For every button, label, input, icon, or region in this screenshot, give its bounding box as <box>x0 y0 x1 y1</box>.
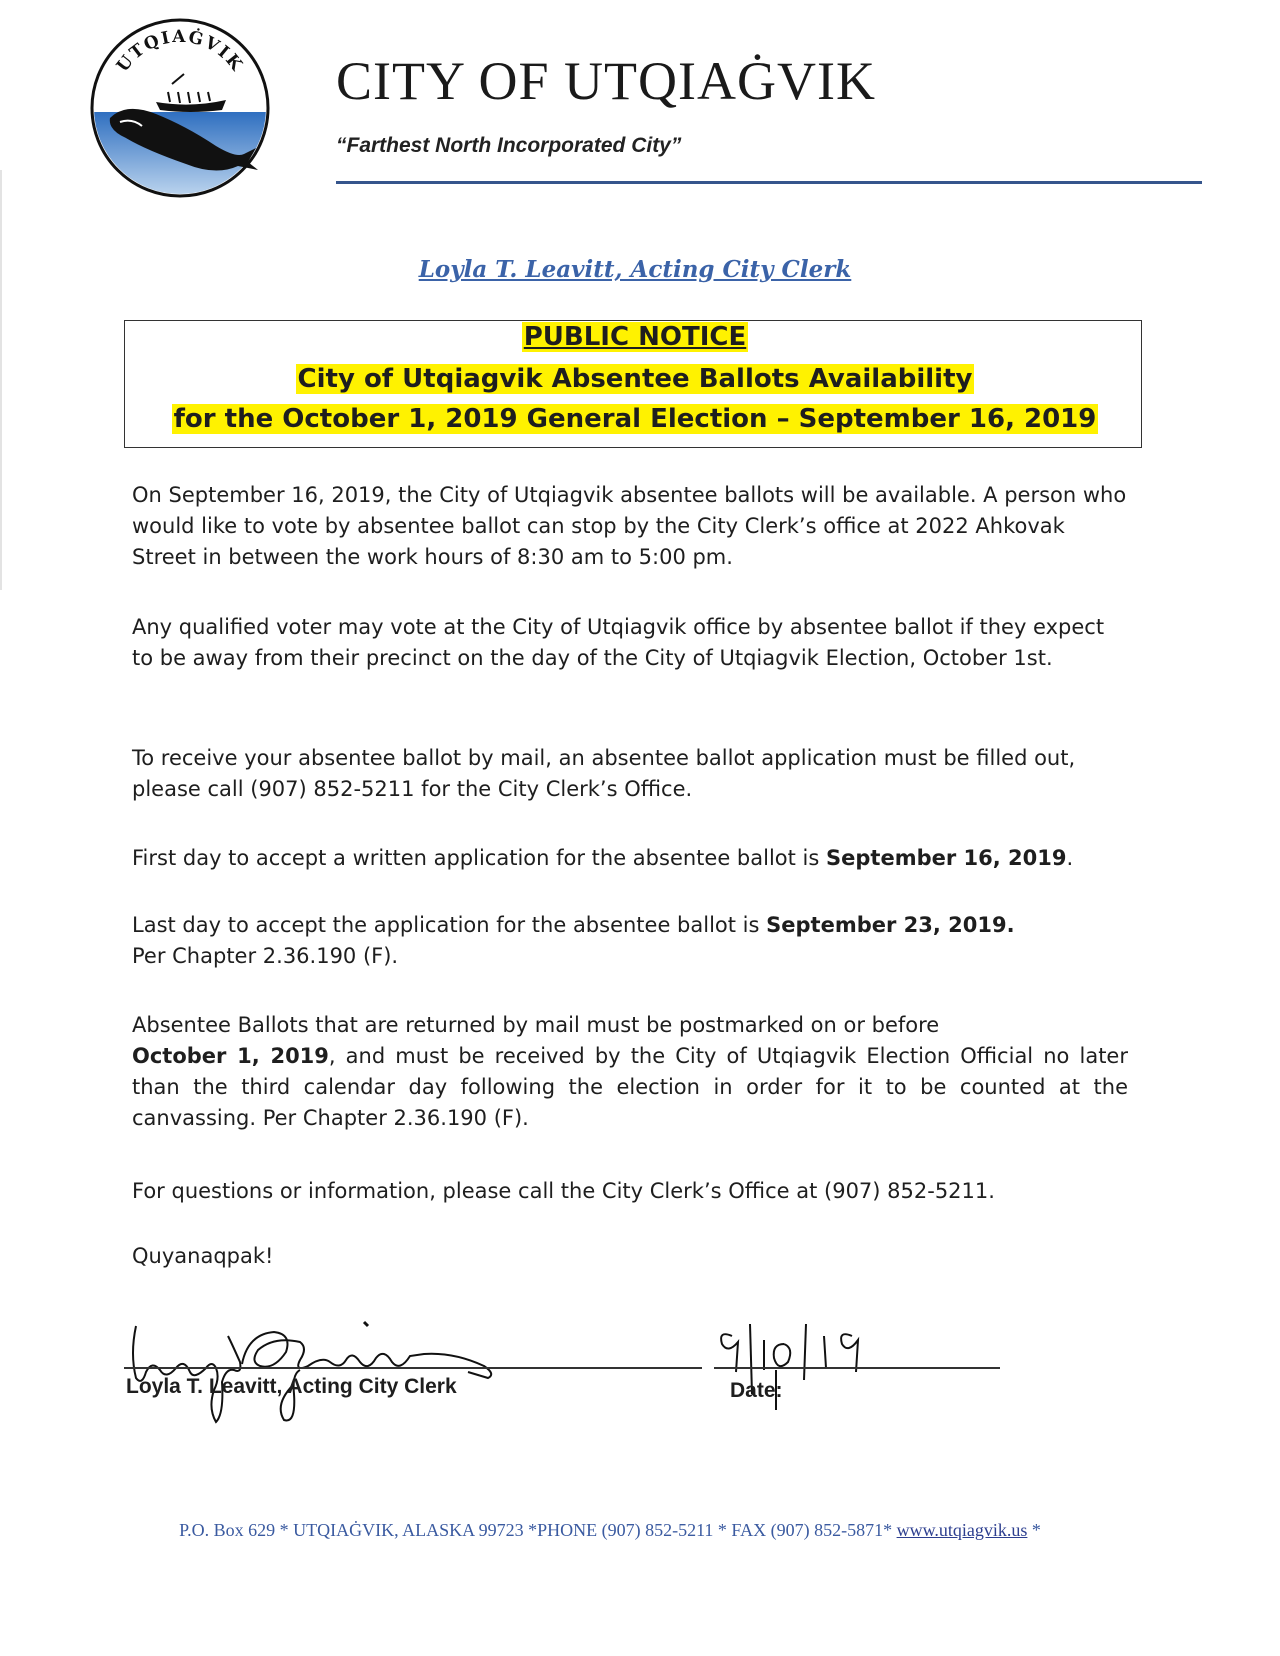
notice-subtitle-1 <box>0 364 1270 394</box>
footer-address: P.O. Box 629 * UTQIAĠVIK, ALASKA 99723 *PHONE (907) 852-5211 * FAX (907) 852-5871* <box>179 1520 897 1540</box>
footer-website-link[interactable]: www.utqiagvik.us <box>896 1520 1028 1540</box>
paragraph-mail-ballot: To receive your absentee ballot by mail, an absentee ballot application must be filled out, please call (907) 852-5211 for the City Clerk’s Office. <box>132 746 1076 801</box>
first-day-date: September 16, 2019 <box>826 846 1067 870</box>
city-seal-logo <box>86 14 274 202</box>
postmark-text-1: Absentee Ballots that are returned by mail must be postmarked on or before <box>132 1013 940 1037</box>
footer-end: * <box>1027 1520 1041 1540</box>
clerk-header: Loyla T. Leavitt, Acting City Clerk <box>418 256 852 283</box>
paragraph-last-day <box>132 910 1128 972</box>
notice-subtitle-1-text: City of Utqiagvik Absentee Ballots Availability <box>297 364 973 394</box>
date-line <box>714 1367 1000 1369</box>
city-name-heading: CITY OF UTQIAĠVIK <box>336 51 876 111</box>
first-day-end: . <box>1066 846 1074 870</box>
handwritten-signature <box>124 1274 544 1424</box>
footer-contact <box>0 1520 1220 1541</box>
header-rule <box>336 181 1202 184</box>
notice-subtitle-2-text: for the October 1, 2019 General Election – September 16, 2019 <box>173 404 1097 434</box>
notice-subtitle-2 <box>0 404 1270 434</box>
svg-text:UTQIAĠVIK: UTQIAĠVIK <box>112 26 248 76</box>
paragraph-qualified-voter: Any qualified voter may vote at the City of Utqiagvik office by absentee ballot if they expect to be away from their precinct on the day of the City of Utqiagvik Election, October 1st. <box>132 615 1105 670</box>
notice-title <box>0 322 1270 352</box>
notice-title-text: PUBLIC NOTICE <box>523 322 747 352</box>
postmark-text-2: , and must be received by the City of Utqiagvik Election Official no later than the third calendar day following the election in order for it to be counted at the canvassing. Per Chapter 2.36.190 (F). <box>132 1044 1128 1130</box>
handwritten-date <box>712 1310 892 1420</box>
first-day-text: First day to accept a written application for the absentee ballot is <box>132 846 827 870</box>
paragraph-first-day <box>132 843 1128 874</box>
last-day-chapter: Per Chapter 2.36.190 (F). <box>132 944 399 968</box>
paragraph-questions: For questions or information, please call the City Clerk’s Office at (907) 852-5211. <box>132 1179 995 1203</box>
city-motto: “Farthest North Incorporated City” <box>336 134 682 157</box>
last-day-date: September 23, 2019. <box>766 913 1015 937</box>
last-day-text: Last day to accept the application for the absentee ballot is <box>132 913 767 937</box>
signatory-name-title: Loyla T. Leavitt, Acting City Clerk <box>126 1375 457 1398</box>
date-label: Date: <box>730 1379 783 1402</box>
closing-greeting: Quyanaqpak! <box>132 1244 274 1268</box>
postmark-justified <box>132 1041 1128 1134</box>
postmark-date: October 1, 2019 <box>132 1044 329 1068</box>
signature-line <box>124 1367 702 1369</box>
paragraph-availability: On September 16, 2019, the City of Utqiagvik absentee ballots will be available. A person who would like to vote by absentee ballot can stop by the City Clerk’s office at 2022 Ahkovak Street in between the work hours of 8:30 am to 5:00 pm. <box>132 483 1127 569</box>
paragraph-postmark <box>132 1010 1128 1134</box>
